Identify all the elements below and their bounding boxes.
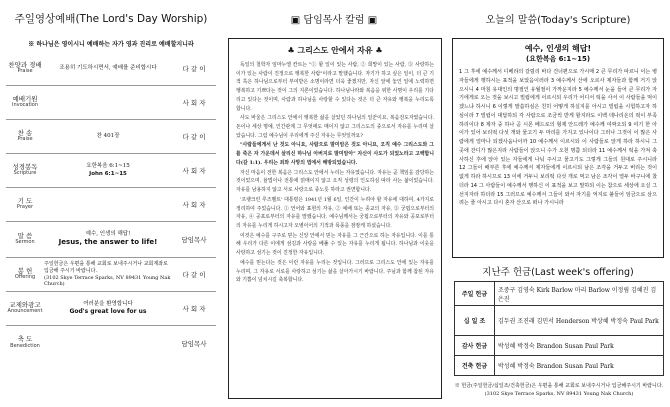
order-name: 찬양과 경배 bbox=[8, 60, 42, 69]
offering-names: 조중구 김영숙 Kirk Barlow 마리 Barlow 이정림 김혜진 김은진 bbox=[495, 282, 664, 306]
column-paragraph-quote: "사람들에게서 난 것도 아니요, 사람으로 말미암은 것도 아니요, 오직 예수 그리스도와 그를 죽은 자 가운데서 살리신 하나님 아버지로 말미암아" 자신이 사도가 되었노라고 고백합니다(갈 1:1). 우리는 죄와 사망의 법에서 해방되었습니다. bbox=[236, 142, 434, 166]
scripture-box bbox=[452, 38, 664, 258]
offering-category: 건축 헌금 bbox=[455, 356, 495, 376]
church-address: (3102 Skye Terrace Sparks, NV 89431 Young Nak Church) bbox=[44, 274, 171, 288]
order-desc: 조용히 기도하시면서, 예배를 준비합시다 bbox=[59, 64, 157, 71]
order-name: 기 도 bbox=[17, 196, 33, 205]
order-name: 교제와광고 bbox=[9, 300, 41, 309]
order-row-sermon bbox=[6, 222, 216, 258]
order-name-en: Praise bbox=[17, 68, 33, 75]
pastor-column-title: ▣ 담임목사 칼럼 ▣ bbox=[290, 15, 378, 26]
column-paragraph: 이것은 예수를 구주로 믿는 신앙 안에서 믿는 자유를 그 근간으로 하는 자유입니다. 이를 통해 우리가 다른 이에게 섬김과 사랑을 베풀 수 있는 자유를 누리게 됩니다. 하나님과 이웃을 사랑하고 섬기는 것이 진정한 자유입니다. bbox=[236, 232, 434, 257]
offering-footnote: ※ 헌금(주일헌금/십일조/건축헌금)은 우편을 통해 교회로 보내주시거나 입금해주시기 바랍니다. bbox=[454, 383, 664, 389]
scripture-column bbox=[446, 0, 670, 407]
order-leader: 사 회 자 bbox=[182, 201, 206, 209]
sermon-title: 예수, 인생의 해답! bbox=[85, 231, 131, 238]
order-name-en: Prayer bbox=[16, 204, 34, 211]
offering-names: 박성혜 박정숙 Brandon Susan Paul Park bbox=[495, 336, 664, 356]
order-name-en: Praise bbox=[17, 136, 33, 143]
order-desc: 요한복음 6:1~15 bbox=[86, 163, 130, 170]
table-row bbox=[455, 336, 664, 356]
order-row-announcement bbox=[6, 292, 216, 326]
table-row bbox=[455, 282, 664, 306]
order-leader: 다 같 이 bbox=[182, 65, 206, 73]
column-paragraph: 자신 마음이 전한 복음은 그리스도 안에서 누리는 자유였습니다. 자유는 곧 책임을 감당하는 것이었으며, 율법이나 전통에 얽매이지 않고 오직 성령의 인도하심 따라 사는 삶이었습니다. 자유를 남용하지 않고 서로 사랑으로 종노릇 하라고 권면합니다. bbox=[236, 169, 434, 194]
column-paragraph: 사도 바울은 그리스도 안에서 행복한 삶을 살았던 하나님의 일꾼이요, 복음전도자였습니다. 돈이나 세상 명예, 인간관계 그 무엇에도 매이지 않고 그리스도의 종으로서 자유를 누리며 살았습니다. 그럼 예수님이 우리에게 주신 자유는 무엇일까요? bbox=[236, 115, 434, 139]
order-name: 성경봉독 bbox=[12, 162, 38, 171]
order-row-prayer bbox=[6, 188, 216, 222]
order-leader: 담임목사 bbox=[181, 339, 207, 348]
offering-names: 박성혜 박정숙 Brandon Susan Paul Park bbox=[495, 356, 664, 376]
church-address: (3102 Skye Terrace Sparks, NV 89431 Young Nak Church) bbox=[484, 390, 634, 397]
worship-order-column bbox=[0, 0, 222, 407]
order-name-en: Invocation bbox=[11, 102, 39, 109]
offering-category: 십 일 조 bbox=[455, 306, 495, 336]
order-name-en: Sermon bbox=[15, 239, 35, 246]
order-row-hymn bbox=[6, 120, 216, 154]
offering-table bbox=[454, 281, 664, 376]
pastor-column bbox=[224, 0, 444, 407]
order-leader: 담임목사 bbox=[181, 236, 207, 244]
table-row bbox=[455, 306, 664, 336]
order-name-en: Scripture bbox=[13, 170, 37, 177]
offering-footer bbox=[452, 383, 666, 398]
verse-text: 1 그 후에 예수께서 디베랴의 갈릴리 바다 건너편으로 가시매 2 큰 무리가 따르니 이는 병자들에게 행하시는 표적을 보았음이러라 3 예수께서 산에 오르사 제자들과 함께 거기 앉으시니 4 마침 유대인의 명절인 유월절이 가까운지라 5 예수께서 눈을 들어 큰 무리가 자기에게로 오는 것을 보시고 빌립에게 이르시되 우리가 어디서 떡을 사서 이 사람들을 먹이겠느냐 하시니 6 이렇게 말씀하심은 친히 어떻게 하실지를 아시고 빌립을 시험하고자 하심이라 7 빌립이 대답하되 각 사람으로 조금씩 받게 할지라도 이백 데나리온의 떡이 부족하리이다 8 제자 중 하나 곧 시몬 베드로의 형제 안드레가 예수께 여짜오되 9 여기 한 아이가 있어 보리떡 다섯 개와 물고기 두 마리를 가지고 있나이다 그러나 그것이 이 많은 사람에게 얼마나 되겠사옵나이까 10 예수께서 이르시되 이 사람들로 앉게 하라 하시니 그 곳에 잔디가 많은지라 사람들이 앉으니 수가 오천 명쯤 되더라 11 예수께서 떡을 가져 축사하신 후에 앉아 있는 자들에게 나눠 주시고 물고기도 그렇게 그들의 원대로 주시니라 12 그들이 배부른 후에 예수께서 제자들에게 이르시되 남은 조각을 거두고 버리는 것이 없게 하라 하시므로 13 이에 거두니 보리떡 다섯 개로 먹고 남은 조각이 열두 바구니에 찼더라 14 그 사람들이 예수께서 행하신 이 표적을 보고 말하되 이는 참으로 세상에 오실 그 선지자라 하더라 15 그러므로 예수께서 그들이 와서 자기를 억지로 붙들어 임금으로 삼으려는 줄 아시고 다시 혼자 산으로 떠나 가시니라 bbox=[459, 69, 657, 207]
verse-reference: (요한복음 6:1~15) bbox=[525, 55, 591, 63]
order-desc: 찬 401장 bbox=[96, 132, 120, 139]
order-desc: 여러분을 환영합니다 bbox=[83, 300, 133, 307]
order-leader: 다 같 이 bbox=[182, 133, 206, 141]
order-row-benediction bbox=[6, 326, 216, 360]
order-leader: 사 회 자 bbox=[182, 305, 206, 313]
sermon-title-en: Jesus, the answer to life! bbox=[58, 238, 158, 247]
offering-category: 주일 헌금 bbox=[455, 282, 495, 306]
column-paragraph: 예수를 믿는다는 것은 이런 자유를 누리는 것입니다. 그러므로 그리스도 안에 있는 자유를 누리며, 그 자유로 서로를 사랑하고 섬기는 삶을 살아가시기 바랍니다. 주님과 함께 참된 자유와 기쁨이 넘치시길 축복합니다. bbox=[236, 259, 434, 284]
order-row-praise bbox=[6, 52, 216, 86]
verse-title: 예수, 인생의 해답! bbox=[524, 44, 592, 53]
offering-category: 감사 헌금 bbox=[455, 336, 495, 356]
order-name: 축 도 bbox=[17, 335, 33, 344]
offering-title: 지난주 헌금(Last week's offering) bbox=[482, 267, 634, 278]
column-paragraph: '프랭크린 루즈벨트' 대통령은 1941년 1월 6일, 인간이 누려야 할 자유에 대하여, 4가지로 정리하여 주었습니다. ① 언어와 표현의 자유, ② 예배 또는 종교의 자유, ③ 궁핍으로부터의 자유, ④ 공포로부터의 자유를 말했습니다. 예수님께서는 궁핍으로부터의 자유와 공포로부터의 자유를 누리게 하시고자 오병이어의 기적과 폭풍을 잠잠케 하셨습니다. bbox=[236, 196, 434, 229]
column-box bbox=[228, 38, 442, 399]
order-desc: 주일헌금은 우편을 통해 교회로 보내주시거나 교회계좌로 입금해 주시기 바랍니다. bbox=[44, 261, 168, 274]
order-leader: 다 같 이 bbox=[182, 271, 206, 279]
order-row-scripture bbox=[6, 154, 216, 188]
column-subtitle: ♣ 그리스도 안에서 자유 ♣ bbox=[287, 46, 383, 55]
order-name: 예배기원 bbox=[12, 94, 38, 103]
worship-note: ※ 하나님은 영이시니 예배하는 자가 영과 진리로 예배할지니라 bbox=[28, 41, 194, 48]
order-name: 찬 송 bbox=[17, 128, 33, 137]
order-row-offering bbox=[6, 258, 216, 292]
column-body bbox=[236, 61, 434, 285]
order-name-en: Offering bbox=[14, 274, 36, 281]
offering-names: 김두권 조진래 김민서 Henderson 박상혜 박정숙 Paul Park bbox=[495, 306, 664, 336]
order-desc-en: God's great love for us bbox=[69, 308, 147, 316]
table-row bbox=[455, 356, 664, 376]
order-name: 말 씀 bbox=[17, 231, 33, 240]
order-name: 봉 헌 bbox=[17, 266, 33, 275]
worship-title: 주일영상예배(The Lord's Day Worship) bbox=[14, 13, 208, 25]
order-row-invocation bbox=[6, 86, 216, 120]
scripture-title: 오늘의 말씀(Today's Scripture) bbox=[485, 15, 631, 26]
worship-order-list bbox=[6, 52, 216, 360]
order-desc-en: John 6:1~15 bbox=[89, 170, 127, 177]
order-name-en: Anouncement bbox=[7, 308, 43, 315]
order-leader: 사 회 자 bbox=[182, 99, 206, 107]
column-paragraph: 독일의 철학자 임마누엘 칸트는 "① 할 일이 있는 사람, ② 희망이 있는 사람, ③ 사랑하는 이가 있는 사람이 진정으로 행복한 사람"이라고 말했습니다. 자기가 하고 싶은 일이, 더 큰 기적 혹은 하나님으로부터 부여받은 소명이라면 더욱 좋겠지만, 자신 앞에 놓인 일에 노력하면 행복하고 기쁘다는 것이 그의 지론이었습니다. 하나님나라와 복음을 위한 사명이 우리를 기다리고 있다는 것이며, 사람과 하나님을 사랑할 수 있다는 것은 더 큰 자유와 행복을 누리도록 합니다. bbox=[236, 62, 434, 112]
order-name-en: Benediction bbox=[10, 342, 40, 349]
order-leader: 사 회 자 bbox=[182, 167, 206, 175]
